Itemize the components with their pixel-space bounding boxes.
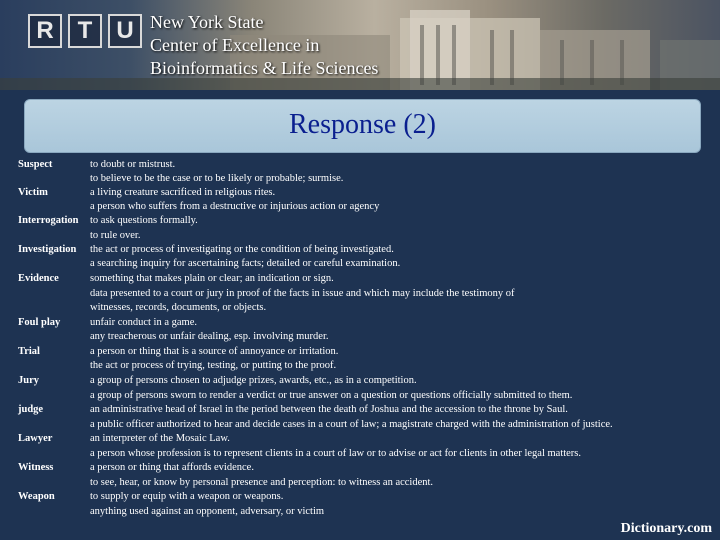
definition: an administrative head of Israel in the period between the death of Joshua and the accession to the throne by Saul. <box>90 404 568 415</box>
definition-row <box>0 316 720 330</box>
organization-name <box>150 11 378 80</box>
definition: a searching inquiry for ascertaining facts; detailed or careful examination. <box>90 258 401 269</box>
definition-row <box>0 359 720 373</box>
definition-row <box>0 476 720 490</box>
definition-row <box>0 200 720 214</box>
definition-row <box>0 403 720 417</box>
term: Jury <box>18 375 39 386</box>
definition-row <box>0 301 720 315</box>
definition: to rule over. <box>90 230 141 241</box>
definition: a person or thing that affords evidence. <box>90 462 254 473</box>
term: Foul play <box>18 317 61 328</box>
definition: a person whose profession is to represent clients in a court of law or to advise or act for clients in other legal matters. <box>90 448 582 459</box>
definition-row <box>0 505 720 519</box>
logo-letter-u: U <box>108 14 142 48</box>
definition: data presented to a court or jury in proof of the facts in issue and which may include the testimony of <box>90 288 515 299</box>
org-line-3: Bioinformatics & Life Sciences <box>150 58 379 78</box>
header-banner <box>0 0 720 90</box>
term: Investigation <box>18 244 77 255</box>
definition-row <box>0 418 720 432</box>
definition-row <box>0 229 720 243</box>
org-line-2: Center of Excellence in <box>150 35 320 55</box>
org-line-1: New York State <box>150 12 264 32</box>
definition: unfair conduct in a game. <box>90 317 197 328</box>
definition: a person or thing that is a source of annoyance or irritation. <box>90 346 339 357</box>
definition: any treacherous or unfair dealing, esp. involving murder. <box>90 331 329 342</box>
definition: to see, hear, or know by personal presence and perception: to witness an accident. <box>90 477 434 488</box>
term: Victim <box>18 187 48 198</box>
definition-row <box>0 374 720 388</box>
rtu-logo <box>28 14 142 48</box>
definition: a person who suffers from a destructive or injurious action or agency <box>90 201 380 212</box>
definition: something that makes plain or clear; an indication or sign. <box>90 273 334 284</box>
definition-row <box>0 345 720 359</box>
source-credit: Dictionary.com <box>620 521 712 536</box>
logo-letter-t: T <box>68 14 102 48</box>
definition-row <box>0 461 720 475</box>
definition-row <box>0 172 720 186</box>
definition-row <box>0 287 720 301</box>
term: Lawyer <box>18 433 53 444</box>
definition-row <box>0 330 720 344</box>
definition: to doubt or mistrust. <box>90 159 176 170</box>
logo-letter-r: R <box>28 14 62 48</box>
term: Interrogation <box>18 215 79 226</box>
term: Evidence <box>18 273 59 284</box>
definition-row <box>0 158 720 172</box>
definition-row <box>0 490 720 504</box>
slide-title: Response (2) <box>289 109 436 140</box>
definition: an interpreter of the Mosaic Law. <box>90 433 230 444</box>
definition-row <box>0 447 720 461</box>
definition-row <box>0 214 720 228</box>
definition-row <box>0 257 720 271</box>
definition: the act or process of trying, testing, or putting to the proof. <box>90 360 337 371</box>
slide-title-bar <box>24 99 701 153</box>
definition: a group of persons sworn to render a verdict or true answer on a question or questions officially submitted to them. <box>90 390 573 401</box>
term: Weapon <box>18 491 55 502</box>
definition: to ask questions formally. <box>90 215 198 226</box>
definition: the act or process of investigating or the condition of being investigated. <box>90 244 394 255</box>
definition-row <box>0 272 720 286</box>
definition-row <box>0 432 720 446</box>
definition: to believe to be the case or to be likely or probable; surmise. <box>90 173 344 184</box>
term: Suspect <box>18 159 53 170</box>
term: Trial <box>18 346 40 357</box>
definition: witnesses, records, documents, or objects. <box>90 302 267 313</box>
term: Witness <box>18 462 54 473</box>
definition-row <box>0 186 720 200</box>
definition: a living creature sacrificed in religious rites. <box>90 187 276 198</box>
term: judge <box>18 404 44 415</box>
definition: anything used against an opponent, adversary, or victim <box>90 506 325 517</box>
definition: to supply or equip with a weapon or weapons. <box>90 491 284 502</box>
definition-row <box>0 243 720 257</box>
definition-row <box>0 389 720 403</box>
definition: a group of persons chosen to adjudge prizes, awards, etc., as in a competition. <box>90 375 417 386</box>
definition: a public officer authorized to hear and decide cases in a court of law; a magistrate charged with the administration of justice. <box>90 419 613 430</box>
